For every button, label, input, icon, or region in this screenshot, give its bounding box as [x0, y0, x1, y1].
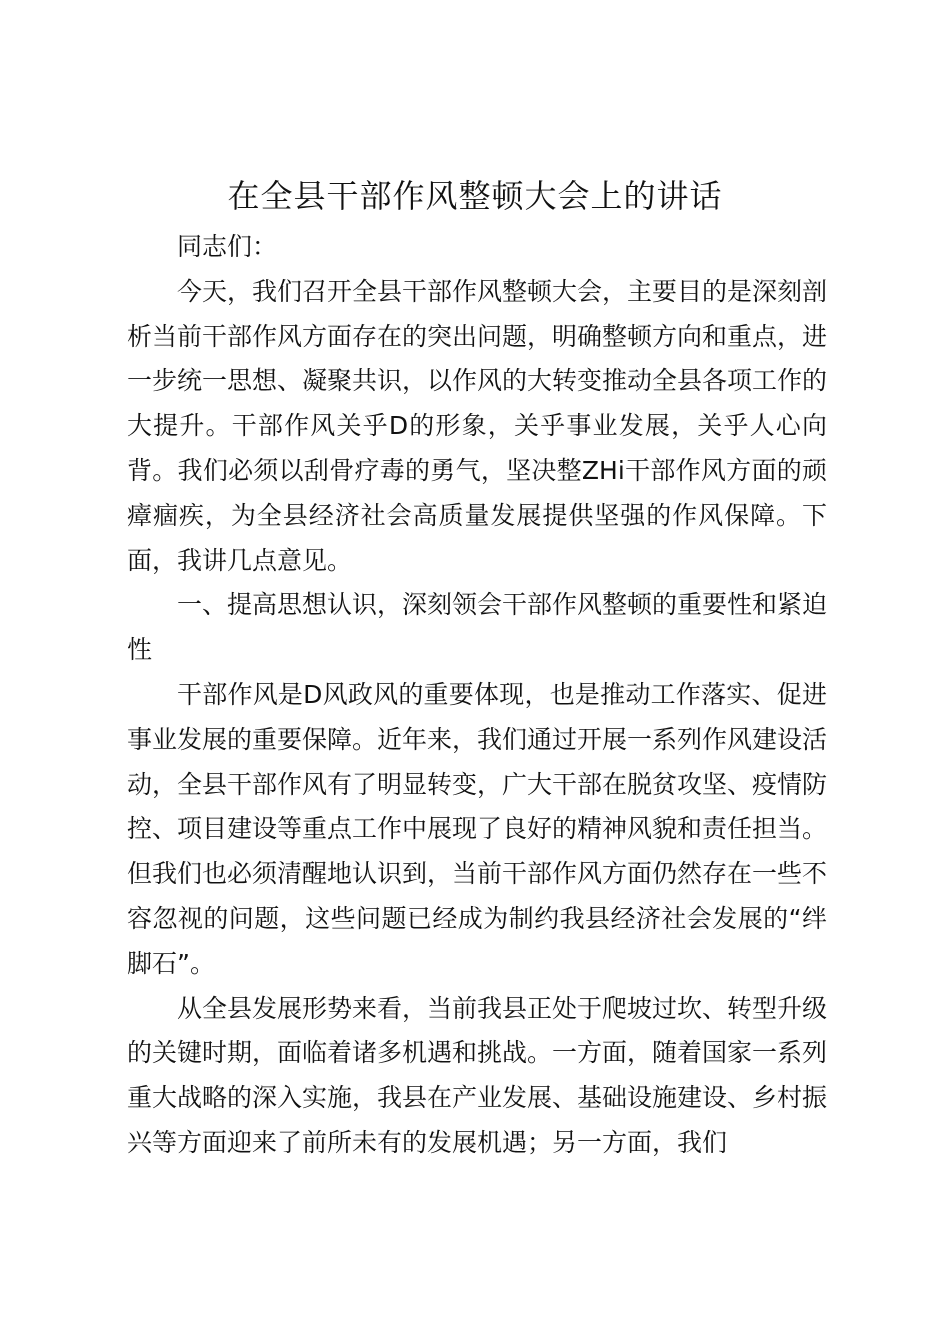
section-heading-1: 一、提高思想认识，深刻领会干部作风整顿的重要性和紧迫性: [127, 590, 828, 665]
paragraph-situation: 从全县发展形势来看，当前我县正处于爬坡过坎、转型升级的关键时期，面临着诸多机遇和挑战。一方面，随着国家一系列重大战略的深入实施，我县在产业发展、基础设施建设、乡村振兴等方面迎来了前所未有的发展机遇；另一方面，我们: [127, 993, 828, 1157]
document-title: 在全县干部作风整顿大会上的讲话: [227, 177, 723, 215]
salutation: 同志们：: [177, 232, 278, 261]
document-body: [127, 225, 827, 1166]
paragraph-importance: 干部作风是D风政风的重要体现，也是推动工作落实、促进事业发展的重要保障。近年来，我们通过开展一系列作风建设活动，全县干部作风有了明显转变，广大干部在脱贫攻坚、疫情防控、项目建设等重点工作中展现了良好的精神风貌和责任担当。但我们也必须清醒地认识到，当前干部作风方面仍然存在一些不容忽视的问题，这些问题已经成为制约我县经济社会发展的“绊脚石”。: [127, 679, 828, 978]
paragraph-intro: 今天，我们召开全县干部作风整顿大会，主要目的是深刻剖析当前干部作风方面存在的突出问题，明确整顿方向和重点，进一步统一思想、凝聚共识，以作风的大转变推动全县各项工作的大提升。干部作风关乎D的形象，关乎事业发展，关乎人心向背。我们必须以刮骨疗毒的勇气，坚决整ZHi干部作风方面的顽瘴痼疾，为全县经济社会高质量发展提供坚强的作风保障。下面，我讲几点意见。: [127, 276, 828, 575]
